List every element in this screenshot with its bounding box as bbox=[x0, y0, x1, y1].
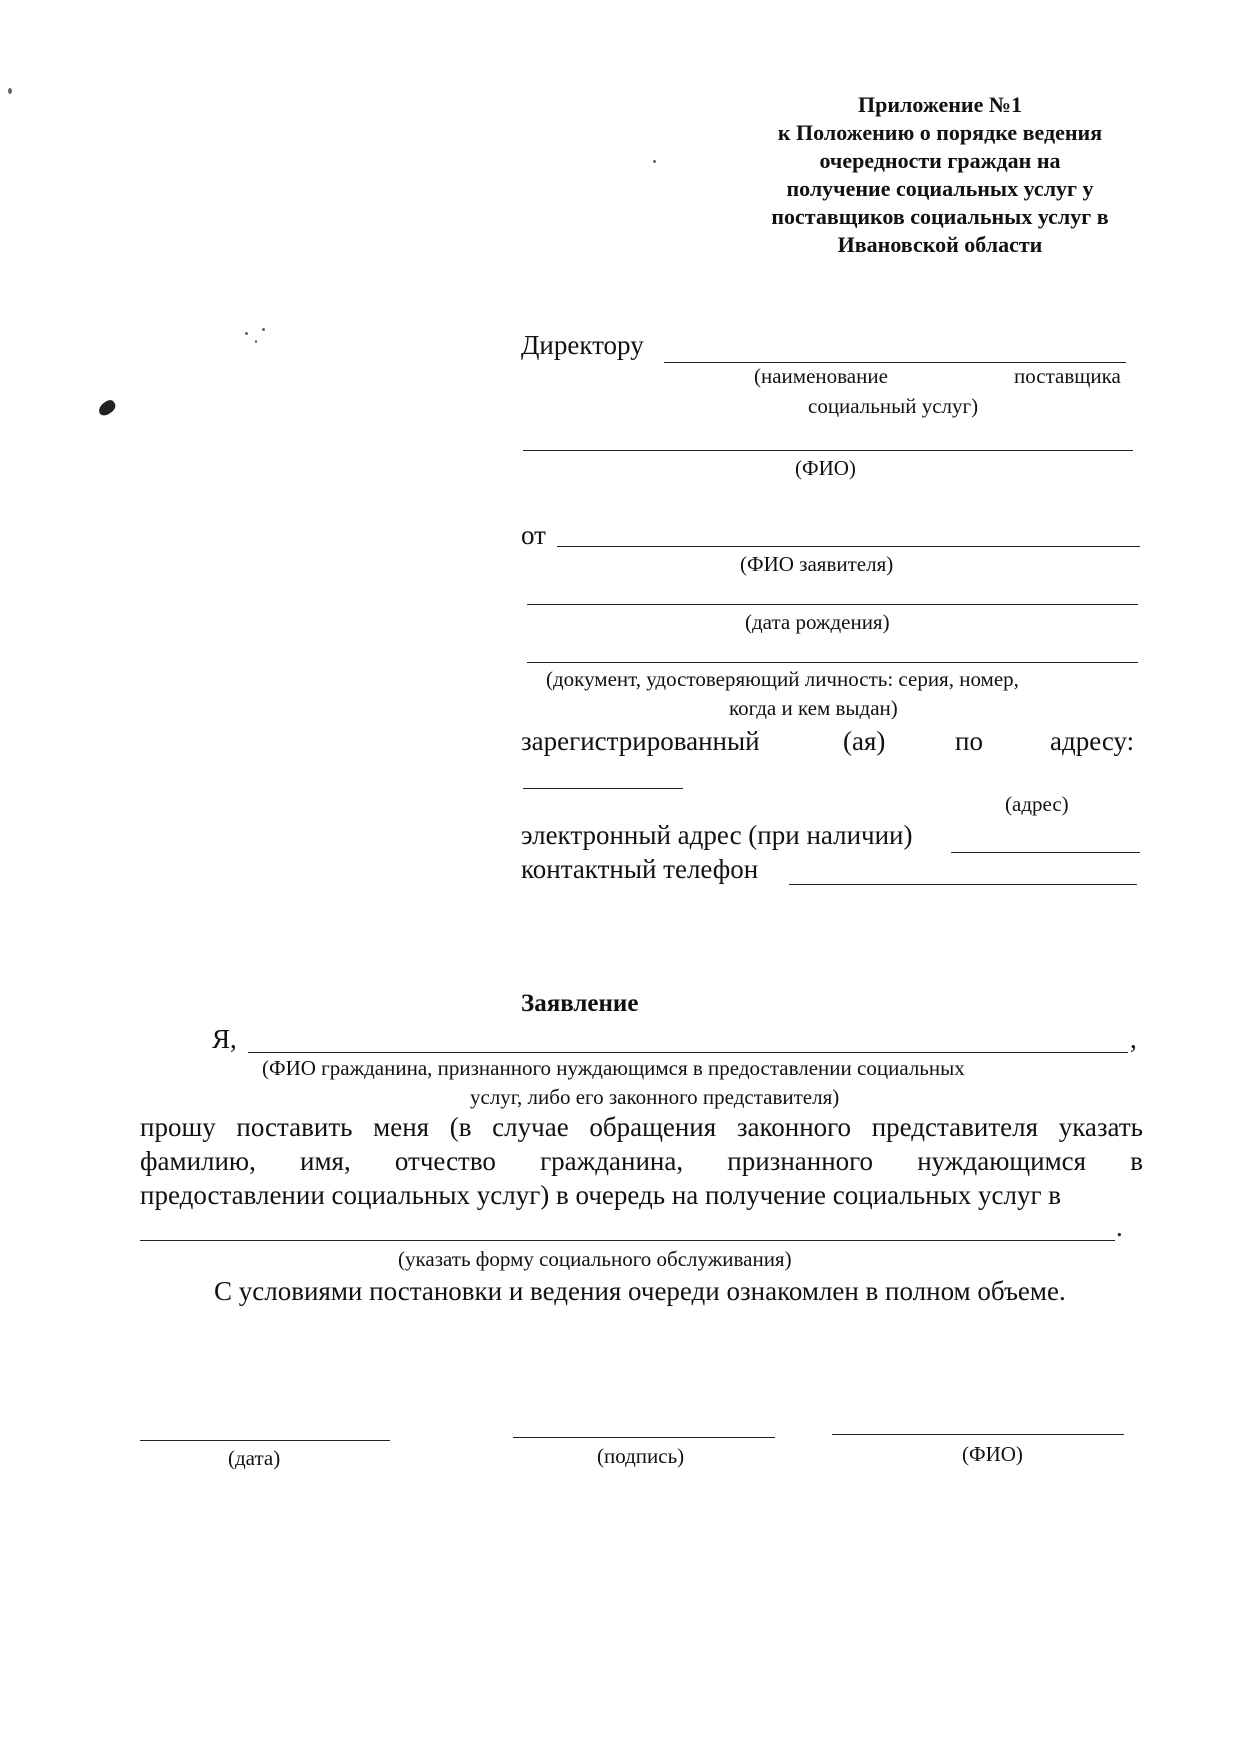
statement-body-line bbox=[140, 1146, 1143, 1177]
from-label: от bbox=[521, 520, 546, 550]
word: имя, bbox=[300, 1146, 351, 1176]
document-field[interactable] bbox=[527, 662, 1138, 663]
acknowledgement-text: С условиями постановки и ведения очереди ознакомлен в полном объеме. bbox=[214, 1276, 1066, 1306]
header-line: очередности граждан на bbox=[819, 148, 1061, 173]
signer-fio-field[interactable] bbox=[832, 1434, 1124, 1435]
period: . bbox=[1116, 1212, 1123, 1242]
word: указать bbox=[1058, 1112, 1143, 1142]
provider-hint: поставщика bbox=[1014, 364, 1121, 388]
applicant-fio-hint: (ФИО заявителя) bbox=[740, 552, 894, 576]
scan-speck bbox=[245, 332, 248, 335]
word: отчество bbox=[394, 1146, 496, 1176]
citizen-hint: услуг, либо его законного представителя) bbox=[470, 1085, 840, 1109]
scan-speck bbox=[255, 340, 257, 343]
header-line: Ивановской области bbox=[837, 232, 1043, 257]
word: законного bbox=[736, 1112, 852, 1142]
email-label: электронный адрес (при наличии) bbox=[521, 820, 913, 850]
word: в bbox=[1130, 1146, 1143, 1176]
statement-body-line bbox=[140, 1112, 1143, 1143]
applicant-fio-field[interactable] bbox=[557, 546, 1140, 547]
service-form-field[interactable] bbox=[140, 1240, 1115, 1241]
ink-blot bbox=[96, 398, 118, 418]
word: прошу bbox=[140, 1112, 216, 1142]
word: меня bbox=[373, 1112, 430, 1142]
fio-hint: (ФИО) bbox=[795, 456, 856, 480]
word: случае bbox=[492, 1112, 569, 1142]
provider-hint: социальный услуг) bbox=[808, 394, 979, 418]
signature-field[interactable] bbox=[513, 1437, 775, 1438]
word: гражданина, bbox=[540, 1146, 684, 1176]
scan-speck bbox=[653, 160, 656, 163]
scan-speck bbox=[8, 88, 12, 94]
address-hint: (адрес) bbox=[1005, 792, 1069, 816]
statement-title: Заявление bbox=[521, 990, 639, 1017]
provider-hint: (наименование bbox=[754, 364, 888, 388]
citizen-fio-field[interactable] bbox=[248, 1052, 1128, 1053]
service-form-hint: (указать форму социального обслуживания) bbox=[398, 1247, 792, 1271]
director-field[interactable] bbox=[664, 362, 1126, 363]
header-line: Приложение №1 bbox=[858, 92, 1022, 117]
signer-fio-label: (ФИО) bbox=[962, 1442, 1023, 1466]
phone-field[interactable] bbox=[789, 884, 1137, 885]
word: фамилию, bbox=[140, 1146, 256, 1176]
director-label: Директору bbox=[521, 330, 644, 360]
word: нуждающимся bbox=[917, 1146, 1087, 1176]
birth-date-field[interactable] bbox=[527, 604, 1138, 605]
registered-word: (ая) bbox=[843, 726, 886, 756]
comma: , bbox=[1130, 1024, 1137, 1054]
statement-body-line: предоставлении социальных услуг) в очередь на получение социальных услуг в bbox=[140, 1180, 1062, 1210]
citizen-hint: (ФИО гражданина, признанного нуждающимся в предоставлении социальных bbox=[262, 1056, 965, 1080]
document-hint: (документ, удостоверяющий личность: серия, номер, bbox=[546, 667, 1019, 691]
director-fio-field[interactable] bbox=[523, 450, 1133, 451]
address-field[interactable] bbox=[523, 788, 683, 789]
word: обращения bbox=[589, 1112, 717, 1142]
phone-label: контактный телефон bbox=[521, 854, 759, 884]
date-label: (дата) bbox=[228, 1446, 281, 1470]
signature-label: (подпись) bbox=[597, 1444, 685, 1468]
registered-word: зарегистрированный bbox=[521, 726, 760, 756]
word: (в bbox=[449, 1112, 472, 1142]
word: поставить bbox=[236, 1112, 353, 1142]
word: признанного bbox=[727, 1146, 874, 1176]
registered-word: адресу: bbox=[1050, 726, 1135, 756]
i-label: Я, bbox=[212, 1024, 237, 1054]
word: представителя bbox=[871, 1112, 1039, 1142]
document-hint: когда и кем выдан) bbox=[729, 696, 898, 720]
header-line: получение социальных услуг у bbox=[786, 176, 1094, 201]
header-line: к Положению о порядке ведения bbox=[777, 120, 1103, 145]
birth-date-hint: (дата рождения) bbox=[745, 610, 890, 634]
header-line: поставщиков социальных услуг в bbox=[771, 204, 1109, 229]
registered-word: по bbox=[955, 726, 983, 756]
date-field[interactable] bbox=[140, 1440, 390, 1441]
scan-speck bbox=[262, 328, 265, 331]
email-field[interactable] bbox=[951, 852, 1140, 853]
